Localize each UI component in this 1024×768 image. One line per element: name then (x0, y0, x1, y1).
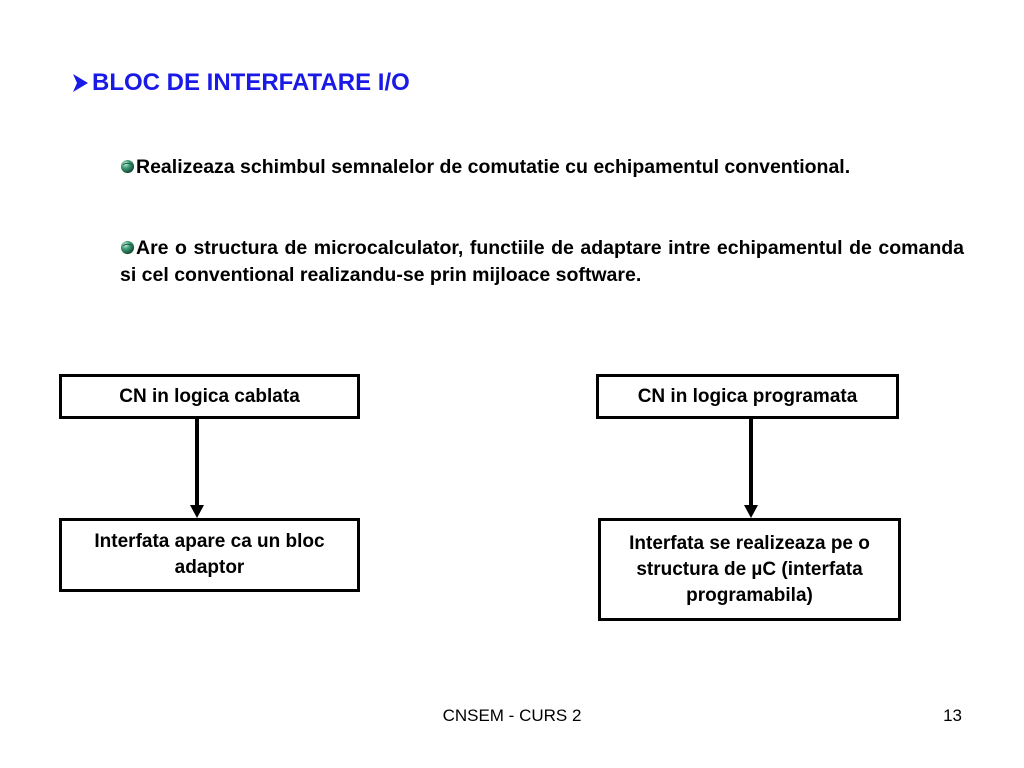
right-flow-arrow (744, 419, 758, 518)
bullet-item (120, 154, 964, 181)
footer-course-label: CNSEM - CURS 2 (442, 706, 582, 725)
arrowhead-bullet-icon (70, 72, 90, 94)
slide-number: 13 (943, 706, 962, 725)
bullet-text: Realizeaza schimbul semnalelor de comutatie cu echipamentul conventional. (136, 156, 851, 178)
box-label: Interfata se realizeaza pe o structura de µC (interfata programabila) (629, 532, 870, 606)
box-label: CN in logica programata (637, 385, 858, 407)
bullet-item (120, 235, 964, 289)
cn-logica-cablata-box (59, 374, 360, 419)
bullet-text: Are o structura de microcalculator, functiile de adaptare intre echipamentul de comanda si cel conventional realizandu-se prin mijloace software. (120, 237, 964, 286)
interfata-bloc-adaptor-box (59, 518, 360, 592)
left-flow-arrow (190, 419, 204, 518)
green-sphere-bullet-icon (120, 159, 135, 174)
cn-logica-programata-box (596, 374, 899, 419)
slide-title-text: BLOC DE INTERFATARE I/O (92, 69, 410, 96)
slide-title (70, 66, 410, 100)
bullet-list (120, 154, 964, 289)
box-label: CN in logica cablata (119, 385, 300, 407)
green-sphere-bullet-icon (120, 240, 135, 255)
box-label: Interfata apare ca un bloc adaptor (94, 531, 325, 578)
interfata-programabila-box (598, 518, 901, 621)
